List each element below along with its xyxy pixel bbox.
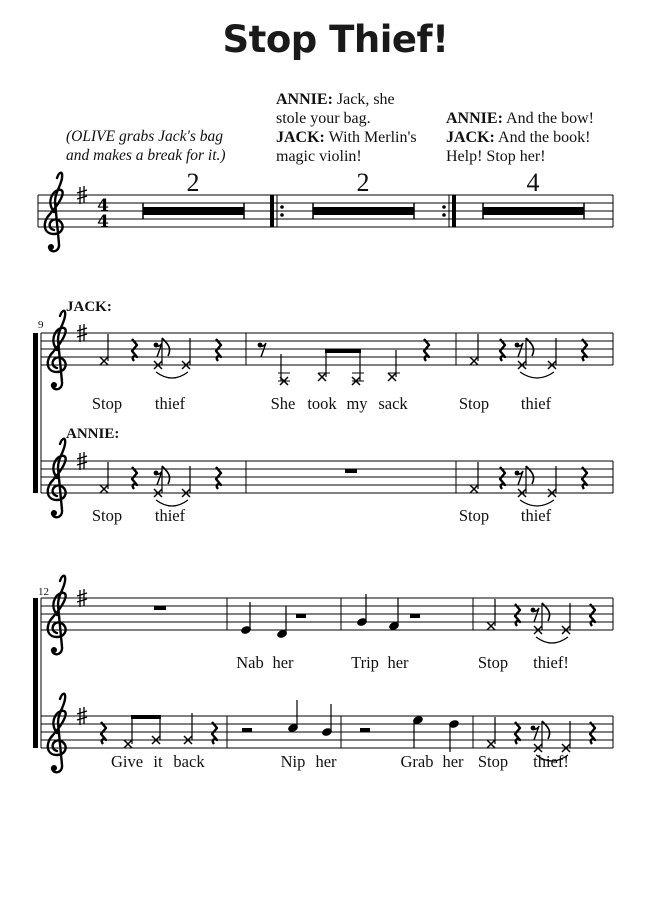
song-title: Stop Thief! [222,18,449,61]
speaker: JACK: [446,129,495,146]
lyric: She [270,394,296,413]
note [548,466,556,497]
time-sig-top: 4 [97,196,109,216]
lyric: Stop [458,506,490,525]
tie [520,372,554,378]
dialogue-text: With Merlin's [324,129,417,146]
measure-number: 12 [38,586,49,598]
note [321,704,333,737]
lyric: thief [154,394,186,413]
speaker: ANNIE: [276,91,333,108]
note [356,594,368,627]
dialogue-text: Jack, she [332,91,395,108]
dialogue-text: stole your bag. [276,110,371,127]
lyric: thief [520,506,552,525]
note [318,351,330,381]
lyric: thief [520,394,552,413]
treble-clef-icon [48,694,66,773]
lyric: Stop [91,394,123,413]
treble-clef-icon [45,173,63,252]
quarter-rest-icon [515,604,520,626]
eighth-rest-icon [515,343,523,357]
quarter-rest-icon [212,722,217,744]
lyric: Grab [400,752,434,771]
note [182,466,190,497]
lyric: her [442,752,464,771]
note [534,603,550,634]
dialogue-text: magic violin! [276,148,362,165]
lyric: it [153,752,163,771]
lyric: Stop [458,394,490,413]
eighth-rest-icon [154,343,162,357]
quarter-rest-icon [216,467,221,489]
beam [325,349,361,353]
note [388,598,400,631]
lyric: Stop [477,653,509,672]
time-sig-bottom: 4 [97,212,109,232]
note [562,721,570,752]
speaker: ANNIE: [446,110,503,127]
note [412,715,424,748]
stage-direction-line: and makes a break for it.) [66,147,226,164]
beam [131,715,161,719]
note [448,719,460,752]
note [534,721,550,752]
tie [156,372,188,378]
note [184,713,192,744]
multirest-count: 2 [186,168,200,197]
lyric: Give [110,752,144,771]
note [278,354,290,385]
measure-number: 9 [38,319,44,331]
tie [520,500,554,506]
whole-rest-icon [154,606,166,610]
multirest-count: 2 [356,168,370,197]
whole-rest-icon [345,469,357,473]
lyric: Nip [280,752,306,771]
lyric: back [173,752,205,771]
treble-clef-icon [48,311,66,390]
note [518,466,534,497]
lyric: took [307,394,337,413]
note [352,351,364,385]
tie [156,500,188,506]
dialogue-text: Help! Stop her! [446,148,546,165]
lyric: thief! [533,752,569,771]
staff-system-2 [33,311,613,518]
lyric: my [346,394,368,413]
stage-direction-line: (OLIVE grabs Jack's bag [66,128,223,145]
multirest [143,203,244,219]
lyric: Stop [477,752,509,771]
quarter-rest-icon [132,467,137,489]
eighth-rest-icon [531,726,539,740]
half-rest-icon [242,728,252,732]
multirest [313,203,414,219]
treble-clef-icon [48,576,66,655]
eighth-rest-icon [515,471,523,485]
multirest-count: 4 [526,168,540,197]
quarter-rest-icon [424,339,429,361]
note [287,700,299,733]
quarter-rest-icon [515,722,520,744]
tie [536,755,568,761]
staff-system-1 [38,173,613,252]
quarter-rest-icon [590,604,595,626]
note [562,603,570,634]
note [276,606,288,639]
half-rest-icon [410,614,420,618]
staff-system-3 [33,576,613,773]
note [240,602,252,635]
tie [536,637,568,643]
quarter-rest-icon [132,339,137,361]
speaker: JACK: [276,129,325,146]
quarter-rest-icon [216,339,221,361]
lyric: sack [378,394,408,413]
eighth-rest-icon [531,608,539,622]
half-rest-icon [296,614,306,618]
eighth-rest-icon [258,343,266,357]
quarter-rest-icon [101,722,106,744]
lyric: Trip [351,653,379,672]
eighth-rest-icon [154,471,162,485]
lyric: her [315,752,337,771]
quarter-rest-icon [590,722,595,744]
half-rest-icon [360,728,370,732]
quarter-rest-icon [582,467,587,489]
lyric: her [387,653,409,672]
lyric: Stop [91,506,123,525]
lyric: Nab [236,653,264,672]
quarter-rest-icon [582,339,587,361]
dialogue-text: And the bow! [502,110,594,127]
treble-clef-icon [48,439,66,518]
note [518,338,534,369]
lyric: her [272,653,294,672]
lyric: thief [154,506,186,525]
part-label-annie: ANNIE: [66,426,120,442]
part-label-jack: JACK: [66,299,112,315]
dialogue-text: And the book! [494,129,591,146]
quarter-rest-icon [500,467,505,489]
multirest [483,203,584,219]
note [182,338,190,369]
lyric: thief! [533,653,569,672]
note [548,338,556,369]
quarter-rest-icon [500,339,505,361]
